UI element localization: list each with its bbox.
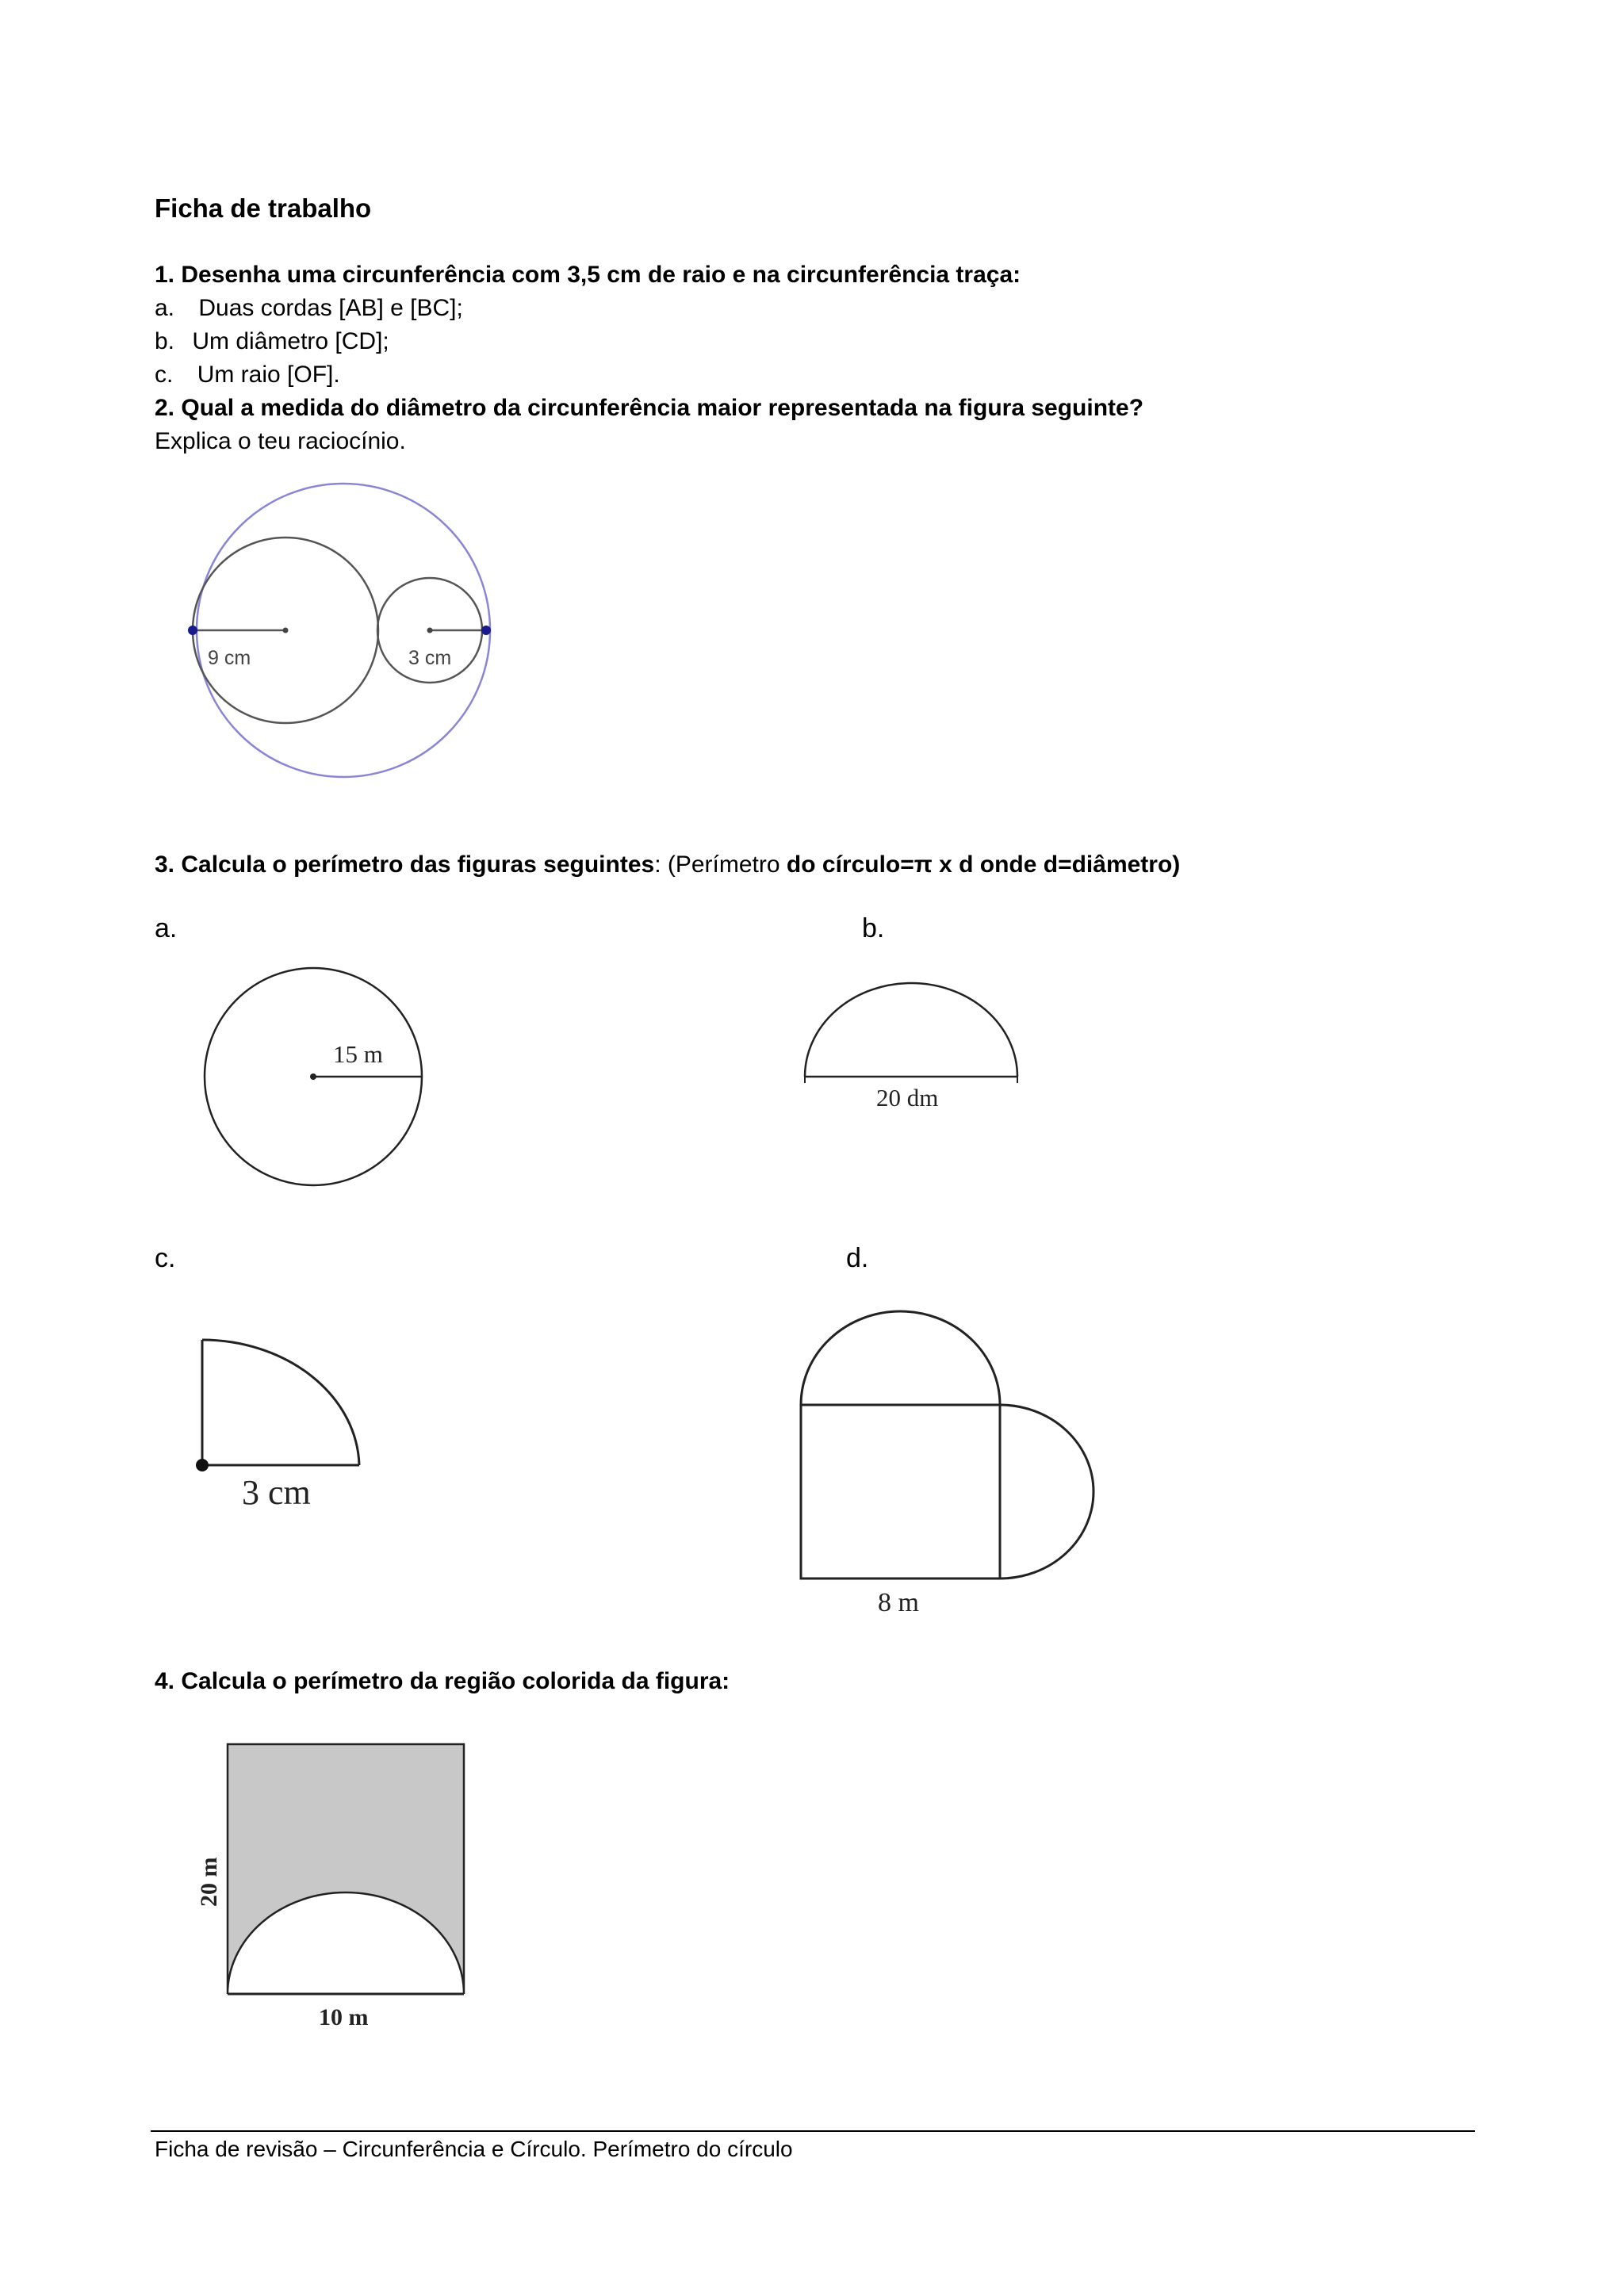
footer-divider — [151, 2130, 1475, 2132]
right-radius-label: 3 cm — [408, 647, 452, 669]
q3b-figure — [793, 983, 1031, 1118]
page-title: Ficha de trabalho — [155, 193, 372, 223]
q2-subtext: Explica o teu raciocínio. — [155, 428, 406, 454]
q3d-right-semicircle — [1000, 1405, 1094, 1578]
q1-item-a — [155, 292, 463, 325]
q1-statement: 1. Desenha uma circunferência com 3,5 cm de raio e na circunferência traça: — [155, 262, 1021, 288]
q3b-arc — [805, 983, 1017, 1077]
q4-figure — [182, 1732, 484, 2034]
q3d-label: 8 m — [878, 1588, 919, 1617]
q3-statement-formula: do círculo=π x d onde d=diâmetro) — [786, 851, 1181, 878]
left-center-point — [283, 628, 289, 633]
q3-part-d-marker: d. — [846, 1243, 869, 1273]
q3-part-a-marker: a. — [155, 913, 178, 943]
q4-height-label: 20 m — [196, 1857, 222, 1907]
q3-statement-bold: 3. Calcula o perímetro das figuras seguintes — [155, 851, 655, 878]
q3d-top-semicircle — [801, 1311, 1000, 1405]
q3-statement-plain: : (Perímetro — [654, 851, 787, 878]
q2-figure — [174, 476, 508, 793]
q3b-label: 20 dm — [876, 1084, 939, 1112]
q3-part-c-marker: c. — [155, 1243, 176, 1273]
left-tangent-point — [188, 626, 197, 635]
q1-item-b-text: Um diâmetro [CD]; — [192, 328, 389, 354]
q1-item-c-text: Um raio [OF]. — [197, 362, 340, 388]
left-radius-label: 9 cm — [208, 647, 251, 669]
q3c-center — [196, 1459, 209, 1471]
q4-width-label: 10 m — [319, 2004, 369, 2030]
q3a-figure — [198, 963, 436, 1201]
q3a-label: 15 m — [333, 1040, 383, 1068]
q3c-arc — [202, 1340, 359, 1465]
q3-statement — [155, 848, 1180, 882]
right-tangent-point — [481, 626, 491, 635]
footer-text: Ficha de revisão – Circunferência e Círculo. Perímetro do círculo — [155, 2137, 793, 2161]
right-center-point — [427, 628, 433, 633]
q1-item-a-marker: a. — [155, 295, 175, 321]
q3a-center — [310, 1073, 316, 1080]
q4-statement: 4. Calcula o perímetro da região colorida da figura: — [155, 1668, 730, 1694]
q1-item-c — [155, 358, 340, 392]
q3c-label: 3 cm — [242, 1473, 311, 1512]
q3-part-b-marker: b. — [862, 913, 885, 943]
q3c-figure — [190, 1332, 373, 1522]
q1-item-c-marker: c. — [155, 362, 174, 388]
q3d-square — [801, 1405, 1000, 1578]
q2-statement: 2. Qual a medida do diâmetro da circunferência maior representada na figura seguinte? — [155, 395, 1144, 421]
q4-shaded-region — [228, 1744, 464, 1994]
q1-item-a-text: Duas cordas [AB] e [BC]; — [198, 295, 463, 321]
q1-item-b-marker: b. — [155, 328, 175, 354]
q3d-figure — [793, 1300, 1110, 1633]
q1-item-b — [155, 325, 389, 358]
